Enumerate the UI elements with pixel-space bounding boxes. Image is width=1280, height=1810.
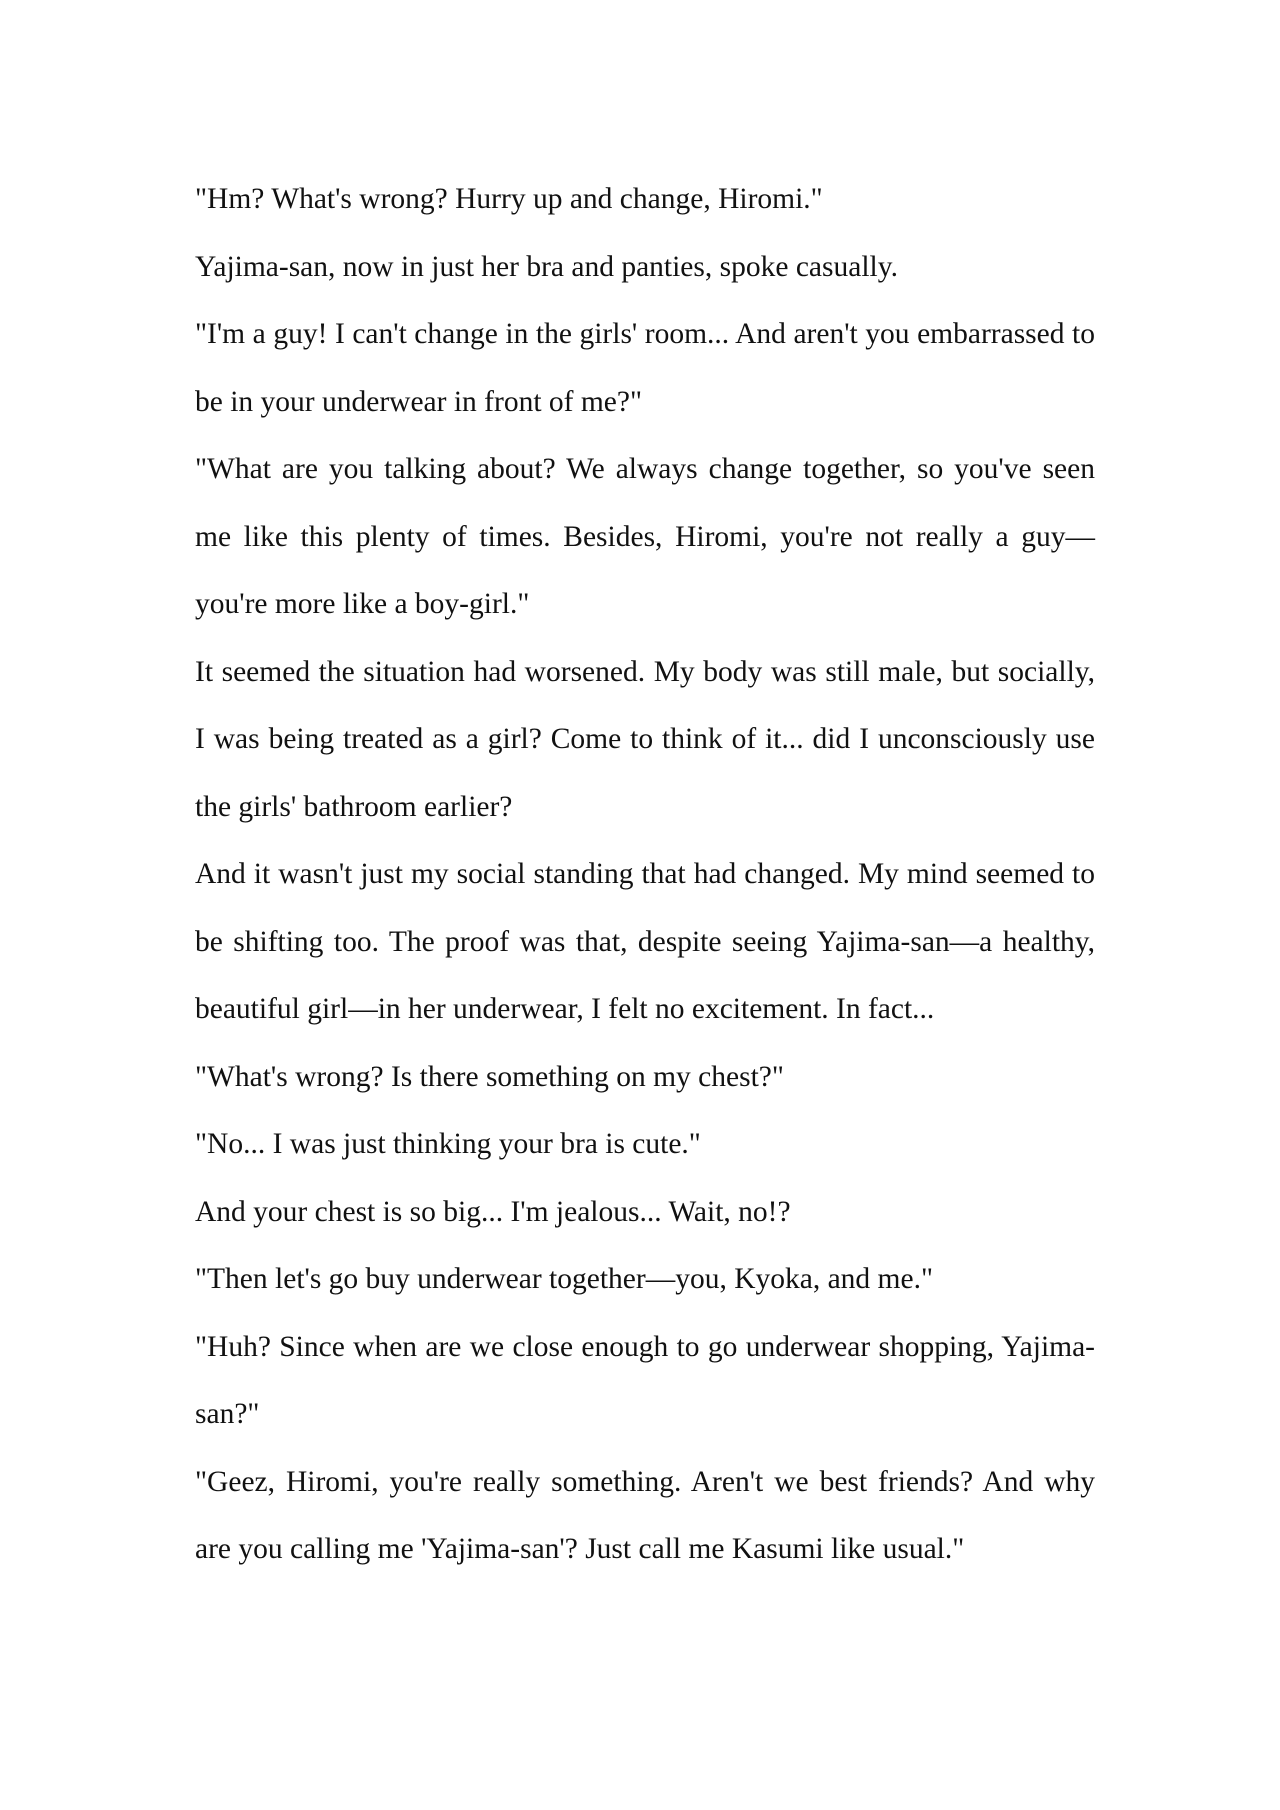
paragraph-12: "Geez, Hiromi, you're really something. Aren't we best friends? And why are you calling me 'Yajima-san'? Just call me Kasumi like usual." — [195, 1465, 1095, 1565]
paragraph-9: And your chest is so big... I'm jealous... Wait, no!? — [195, 1195, 791, 1228]
paragraph-3: "I'm a guy! I can't change in the girls' room... And aren't you embarrassed to be in your underwear in front of me?" — [195, 318, 1095, 418]
paragraph-10: "Then let's go buy underwear together—you, Kyoka, and me." — [195, 1263, 934, 1295]
paragraph-6: And it wasn't just my social standing that had changed. My mind seemed to be shifting too. The proof was that, despite seeing Yajima-san—a healthy, beautiful girl—in her underwear, I felt no excitement. In fact... — [195, 858, 1095, 1025]
paragraph-7: "What's wrong? Is there something on my chest?" — [195, 1060, 784, 1093]
paragraph-11: "Huh? Since when are we close enough to go underwear shopping, Yajima-san?" — [195, 1330, 1095, 1430]
paragraph-1: "Hm? What's wrong? Hurry up and change, Hiromi." — [195, 183, 823, 215]
paragraph-5: It seemed the situation had worsened. My body was still male, but socially, I was being treated as a girl? Come to think of it... did I unconsciously use the girls' bathroom earlier? — [195, 655, 1095, 823]
paragraph-8: "No... I was just thinking your bra is cute." — [195, 1128, 701, 1160]
body-text — [195, 166, 1095, 1584]
paragraph-4: "What are you talking about? We always change together, so you've seen me like this plenty of times. Besides, Hiromi, you're not really a guy—you're more like a boy-girl." — [195, 453, 1095, 620]
paragraph-2: Yajima-san, now in just her bra and panties, spoke casually. — [195, 250, 898, 283]
